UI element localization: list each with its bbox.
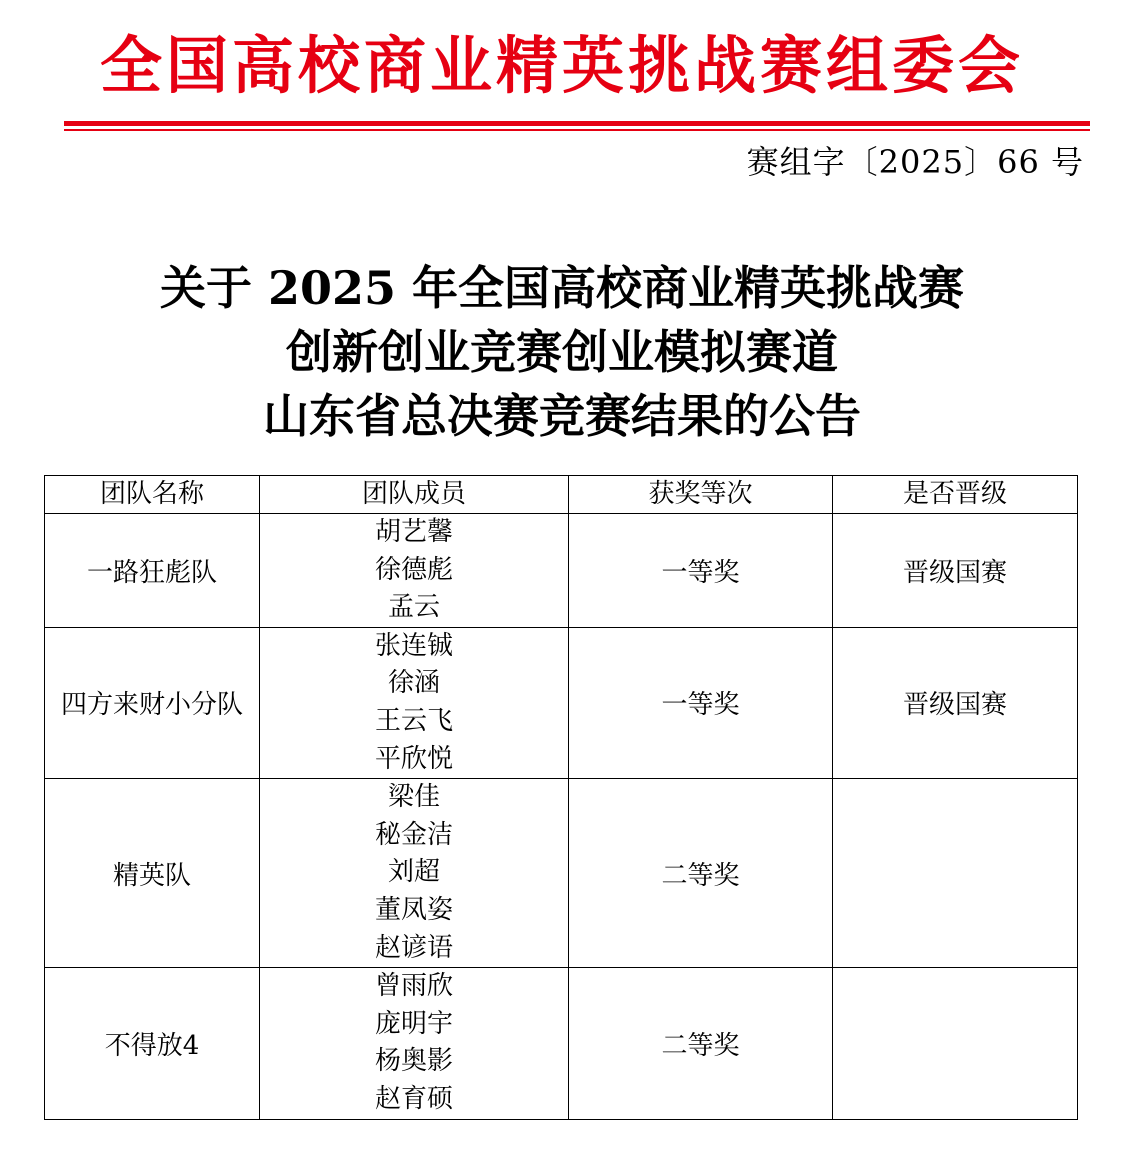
- header-team-name: 团队名称: [45, 476, 260, 514]
- member-name: 平欣悦: [374, 743, 453, 774]
- header-award-level: 获奖等次: [569, 476, 833, 514]
- member-name: 徐德彪: [374, 554, 453, 585]
- member-name: 张连铖: [374, 630, 453, 661]
- header-team-members: 团队成员: [260, 476, 569, 514]
- table-row: [45, 514, 1078, 628]
- award-cell: 二等奖: [569, 779, 833, 968]
- award-cell: 二等奖: [569, 968, 833, 1119]
- member-name: 梁佳: [387, 782, 440, 813]
- award-cell: 一等奖: [569, 514, 833, 628]
- member-name: 赵谚语: [374, 932, 453, 963]
- member-name: 胡艺馨: [374, 517, 453, 547]
- team-members-cell: [260, 514, 569, 628]
- header-divider-thin: [64, 129, 1090, 131]
- header-advancement: 是否晋级: [833, 476, 1078, 514]
- member-name: 杨奥影: [374, 1046, 453, 1077]
- advancement-cell: [833, 968, 1078, 1119]
- notice-title-line-3: 山东省总决赛竞赛结果的公告: [263, 389, 861, 443]
- team-members-cell: [260, 968, 569, 1119]
- member-name: 曾雨欣: [374, 971, 453, 1002]
- advancement-cell: 晋级国赛: [833, 627, 1078, 778]
- organization-header: 全国高校商业精英挑战赛组委会: [99, 29, 1024, 102]
- table-header-row: [45, 476, 1078, 514]
- notice-title-line-2: 创新创业竞赛创业模拟赛道: [286, 325, 838, 379]
- member-name: 秘金洁: [374, 819, 453, 850]
- member-name: 庞明宇: [374, 1008, 453, 1039]
- advancement-cell: [833, 779, 1078, 968]
- team-name-cell: 四方来财小分队: [45, 627, 260, 778]
- member-name: 赵育硕: [374, 1083, 453, 1114]
- award-cell: 一等奖: [569, 627, 833, 778]
- member-name: 王云飞: [374, 705, 453, 736]
- document-number: 赛组字〔2025〕66 号: [746, 143, 1084, 181]
- member-name: 徐涵: [387, 668, 440, 699]
- notice-title-line-1: 关于 2025 年全国高校商业精英挑战赛: [159, 261, 965, 315]
- table-row: [45, 779, 1078, 968]
- member-name: 董凤姿: [374, 894, 453, 925]
- team-name-cell: 不得放4: [45, 968, 260, 1119]
- member-name: 刘超: [387, 857, 440, 888]
- team-name-cell: 精英队: [45, 779, 260, 968]
- member-name: 孟云: [387, 592, 440, 623]
- results-table: [44, 475, 1078, 1120]
- table-row: [45, 627, 1078, 778]
- header-divider-thick: [64, 121, 1090, 126]
- team-members-cell: [260, 627, 569, 778]
- table-row: [45, 968, 1078, 1119]
- team-name-cell: 一路狂彪队: [45, 514, 260, 628]
- advancement-cell: 晋级国赛: [833, 514, 1078, 628]
- team-members-cell: [260, 779, 569, 968]
- notice-title: [0, 256, 1124, 448]
